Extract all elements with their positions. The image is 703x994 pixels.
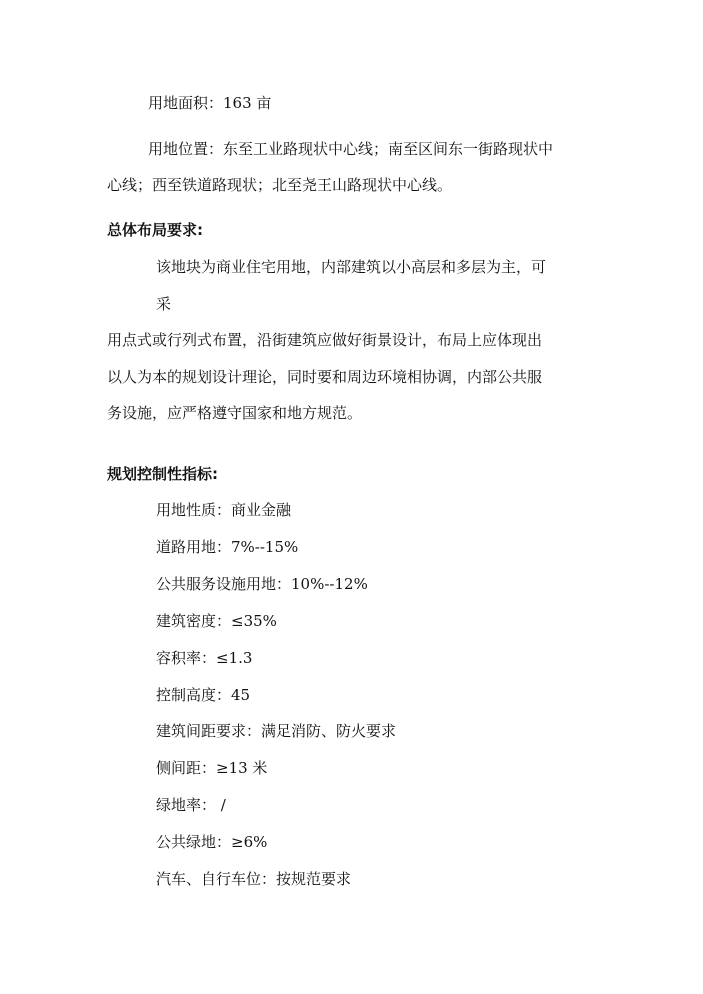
site-location-line-2: 心线；西至铁道路现状；北至尧王山路现状中心线。 <box>107 176 453 194</box>
indicator-height-limit: 控制高度：45 <box>156 686 251 704</box>
indicator-plot-ratio: 容积率：≤1.3 <box>156 649 253 667</box>
indicator-side-spacing: 侧间距：≥13 米 <box>156 759 268 777</box>
indicator-building-spacing: 建筑间距要求：满足消防、防火要求 <box>156 722 397 740</box>
indicator-building-density: 建筑密度：≤35% <box>156 612 277 630</box>
layout-paragraph-line-3: 用点式或行列式布置，沿街建筑应做好街景设计，布局上应体现出 <box>107 331 543 349</box>
indicator-parking: 汽车、自行车位：按规范要求 <box>156 870 352 888</box>
layout-paragraph-line-4: 以人为本的规划设计理论，同时要和周边环境相协调，内部公共服 <box>107 368 543 386</box>
site-area: 用地面积：163 亩 <box>148 94 272 112</box>
layout-paragraph-line-1: 该地块为商业住宅用地，内部建筑以小高层和多层为主，可 <box>156 258 547 276</box>
indicator-road-land: 道路用地：7%--15% <box>156 538 299 556</box>
indicator-public-green: 公共绿地：≥6% <box>156 833 268 851</box>
indicators-heading: 规划控制性指标: <box>107 465 218 483</box>
indicator-land-use: 用地性质：商业金融 <box>156 501 292 519</box>
indicator-green-ratio: 绿地率： / <box>156 796 226 814</box>
layout-heading: 总体布局要求: <box>107 221 203 239</box>
indicator-public-service-land: 公共服务设施用地：10%--12% <box>156 575 368 593</box>
site-location-line-1: 用地位置：东至工业路现状中心线；南至区间东一街路现状中 <box>148 140 554 158</box>
layout-paragraph-line-2: 采 <box>156 295 172 313</box>
layout-paragraph-line-5: 务设施，应严格遵守国家和地方规范。 <box>107 404 363 422</box>
